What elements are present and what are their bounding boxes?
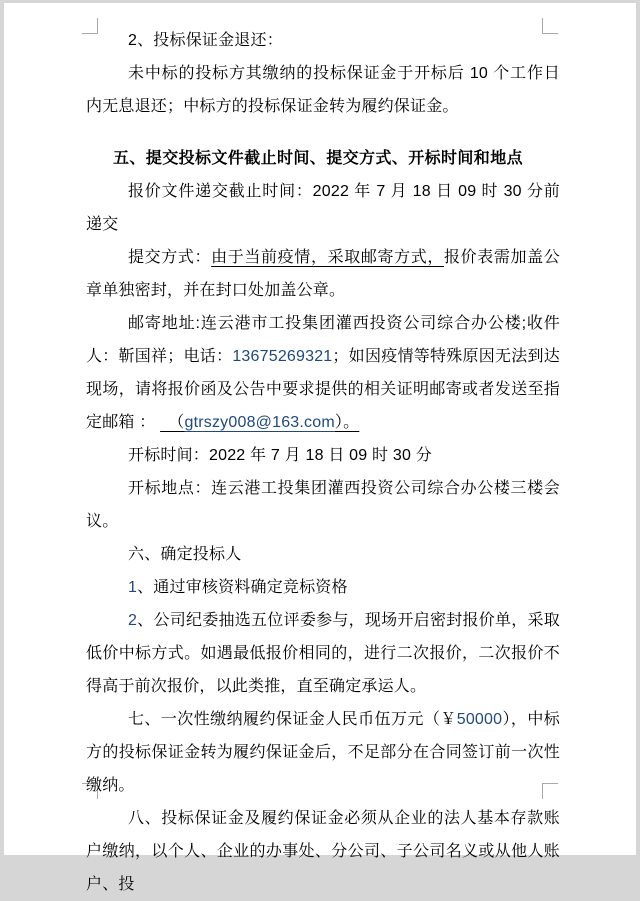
accent-text-run: 2 bbox=[128, 612, 138, 629]
paragraph bbox=[86, 241, 560, 307]
paragraph bbox=[86, 571, 560, 604]
section-heading bbox=[86, 142, 560, 175]
text-run: 报价文件递交截止时间：2022 年 7 月 18 日 09 时 30 分前递交 bbox=[86, 183, 560, 233]
text-run: 邮寄地址:连云港市工投集团灌西投资公司综合办公楼;收件人：靳国祥；电话： bbox=[86, 315, 560, 365]
paragraph bbox=[86, 307, 560, 439]
accent-text-run: gtrszy008@163.com bbox=[184, 414, 335, 431]
text-run: 开标地点：连云港工投集团灌西投资公司综合办公楼三楼会议。 bbox=[86, 480, 560, 530]
paragraph bbox=[86, 703, 560, 802]
accent-text-run: 1 bbox=[128, 579, 138, 596]
paragraph bbox=[86, 57, 560, 123]
accent-text-run: 13675269321 bbox=[232, 348, 333, 365]
paragraph bbox=[86, 175, 560, 241]
text-run: 六、确定投标人 bbox=[128, 546, 242, 563]
accent-text-run: 50000 bbox=[456, 711, 503, 728]
text-run: 由于当前疫情，采取邮寄方式， bbox=[211, 249, 444, 266]
document-page bbox=[4, 3, 636, 893]
text-run: ），中标方的投标保证金转为履约保证金后，不足部分在合同签订前一次性缴纳。 bbox=[86, 711, 560, 794]
paragraph bbox=[86, 472, 560, 538]
text-run: 开标时间：2022 年 7 月 18 日 09 时 30 分 bbox=[128, 447, 432, 464]
text-run: 五、提交投标文件截止时间、提交方式、开标时间和地点 bbox=[113, 150, 524, 167]
text-run: 未中标的投标方其缴纳的投标保证金于开标后 10 个工作日内无息退还；中标方的投标保证金转为履约保证金。 bbox=[86, 65, 560, 115]
paragraph bbox=[86, 604, 560, 703]
text-run: 2、投标保证金退还： bbox=[128, 32, 283, 49]
paragraph bbox=[86, 24, 560, 57]
text-run: ；如因疫情等特殊原因无法到达现场，请将报价函及公告中要求提供的相关证明邮寄或者发送至指定邮箱 ： bbox=[86, 348, 560, 431]
paragraph bbox=[86, 538, 560, 571]
text-run: 、公司纪委抽选五位评委参与，现场开启密封报价单，采取低价中标方式。如遇最低报价相同的，进行二次报价，二次报价不得高于前次报价，以此类推，直至确定承运人。 bbox=[86, 612, 560, 695]
text-run: 七、一次性缴纳履约保证金人民币伍万元（￥ bbox=[128, 711, 457, 728]
document-text bbox=[86, 24, 560, 901]
paragraph bbox=[86, 439, 560, 472]
text-run: 报价表需加盖公章单独密封，并在封口处加盖公章。 bbox=[86, 249, 560, 299]
text-run: 、通过审核资料确定竞标资格 bbox=[137, 579, 348, 596]
paragraph bbox=[86, 802, 560, 901]
text-run: 八、投标保证金及履约保证金必须从企业的法人基本存款账户缴纳，以个人、企业的办事处、分公司、子公司名义或从他人账户、投 bbox=[86, 810, 560, 893]
text-run: （ bbox=[160, 414, 185, 431]
text-run: ）。 bbox=[334, 414, 360, 431]
text-run: 提交方式： bbox=[128, 249, 212, 266]
